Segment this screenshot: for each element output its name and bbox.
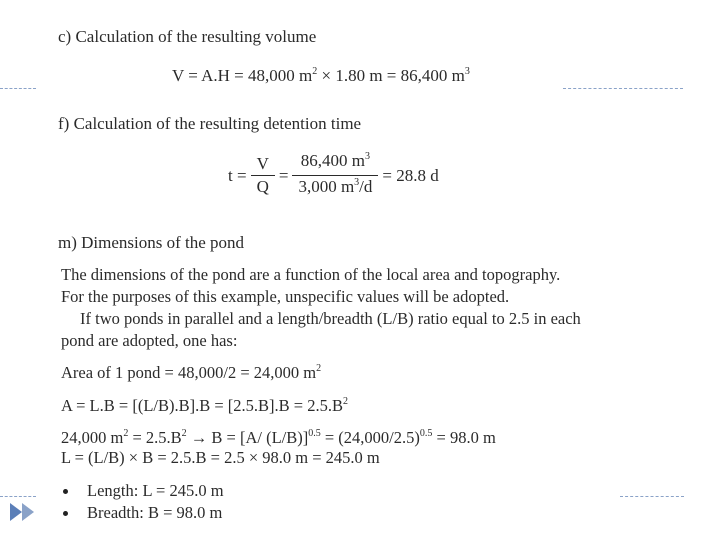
b-line-sup-c: 0.5 — [308, 428, 321, 439]
paragraph-2-line-2: pond are adopted, one has: — [61, 331, 238, 350]
section-m-heading: m) Dimensions of the pond — [58, 233, 245, 252]
bullet-dot-length — [63, 489, 68, 494]
fraction-volume-text: 86,400 m — [300, 151, 366, 170]
fraction-flow-sup: 3 — [354, 177, 360, 188]
volume-eq-mid: × 1.80 m = 86,400 m — [317, 66, 465, 85]
b-line-sup-d: 0.5 — [419, 428, 433, 439]
ab-line-text: A = L.B = [(L/B).B].B = [2.5.B].B = 2.5.B — [61, 396, 343, 415]
bullet-breadth: Breadth: B = 98.0 m — [87, 503, 223, 522]
fraction-flow-b: /d — [359, 177, 373, 196]
b-line-sup-a: 2 — [123, 428, 129, 439]
fraction-volume-over-flow — [292, 150, 378, 201]
ab-line-sup: 2 — [342, 396, 348, 407]
fraction-q: Q — [256, 177, 269, 196]
b-line-a: 24,000 m — [61, 428, 124, 447]
fraction-volume-sup: 3 — [365, 151, 371, 162]
b-line-e: = 98.0 m — [432, 428, 496, 447]
detention-equation — [228, 150, 439, 201]
bullet-dot-breadth — [63, 511, 68, 516]
fraction-flow-a: 3,000 m — [298, 177, 355, 196]
area-line — [61, 362, 321, 387]
volume-eq-lhs: V = A.H = 48,000 m — [172, 66, 313, 85]
ab-line — [61, 395, 348, 420]
b-line-sup-b: 2 — [181, 428, 187, 439]
divider-left-top — [0, 88, 36, 89]
detention-eq-result: = 28.8 d — [382, 165, 439, 185]
fraction-v: V — [251, 153, 275, 176]
paragraph-1-line-1: The dimensions of the pond are a function of the local area and topography. — [61, 265, 561, 284]
divider-left-bottom — [0, 496, 36, 497]
l-line: L = (L/B) × B = 2.5.B = 2.5 × 98.0 m = 245.0 m — [61, 448, 380, 467]
fraction-volume — [292, 150, 378, 176]
volume-equation — [172, 66, 470, 86]
fraction-flow — [292, 176, 378, 201]
paragraph-1-line-2: For the purposes of this example, unspecific values will be adopted. — [61, 287, 510, 306]
volume-eq-sup1: 2 — [312, 66, 318, 77]
detention-eq-lhs: t = — [228, 165, 247, 185]
fraction-v-over-q — [251, 153, 275, 198]
volume-eq-sup2: 3 — [464, 66, 470, 77]
divider-right-bottom — [620, 496, 684, 497]
area-line-sup: 2 — [316, 363, 322, 374]
section-c-heading: c) Calculation of the resulting volume — [58, 27, 317, 46]
detention-eq-equals: = — [278, 165, 289, 185]
b-line-d: = (24,000/2.5) — [320, 428, 420, 447]
divider-right-top — [563, 88, 683, 89]
section-f-heading: f) Calculation of the resulting detention time — [58, 114, 362, 133]
area-line-text: Area of 1 pond = 48,000/2 = 24,000 m — [61, 363, 317, 382]
play-arrow-icon[interactable] — [8, 500, 36, 524]
b-line-c: → B = [A/ (L/B)] — [186, 428, 309, 447]
bullet-length: Length: L = 245.0 m — [87, 481, 224, 500]
paragraph-2-line-1: If two ponds in parallel and a length/breadth (L/B) ratio equal to 2.5 in each — [80, 309, 581, 328]
b-line-b: = 2.5.B — [128, 428, 182, 447]
